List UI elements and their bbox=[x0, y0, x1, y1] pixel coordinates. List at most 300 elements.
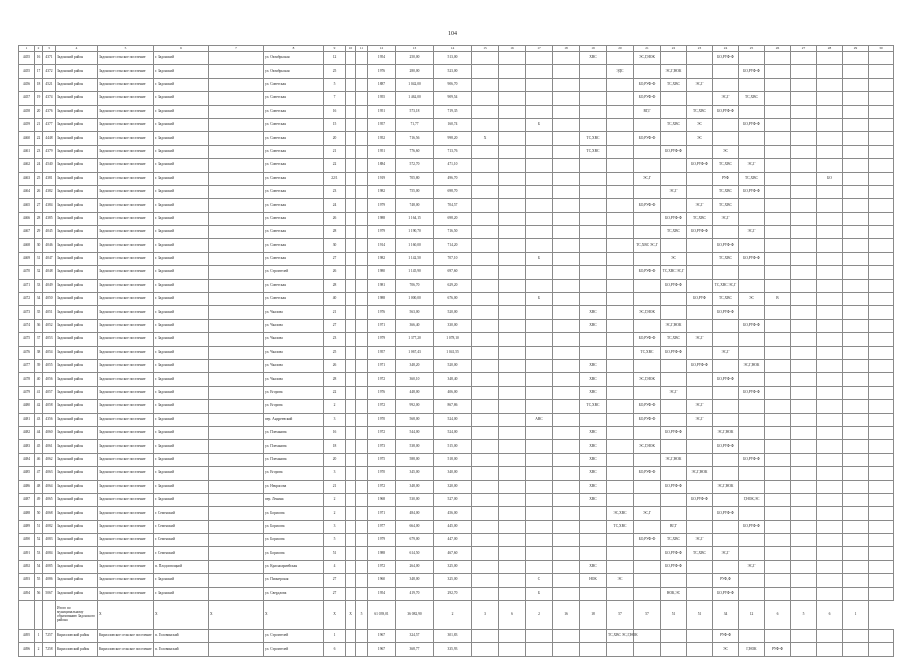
table-cell: г. Задонский bbox=[154, 480, 209, 493]
table-cell: ул. Октябрьская bbox=[264, 65, 324, 78]
table-cell: Задонское сельское поселение bbox=[98, 172, 154, 185]
table-cell bbox=[553, 346, 580, 359]
table-cell: 1970 bbox=[368, 467, 396, 480]
table-cell: 1980 bbox=[368, 266, 396, 279]
table-cell: 1954 bbox=[368, 587, 396, 600]
table-cell: 4488 bbox=[19, 507, 35, 520]
table-cell bbox=[765, 453, 791, 466]
table-cell bbox=[817, 574, 843, 587]
table-cell: БО,РУФ-Ф bbox=[713, 373, 739, 386]
table-cell bbox=[607, 560, 634, 573]
table-cell bbox=[472, 453, 499, 466]
table-cell bbox=[869, 534, 894, 547]
table-cell bbox=[843, 185, 869, 198]
table-cell: 1968 bbox=[368, 493, 396, 506]
table-cell: г. Задонский bbox=[154, 319, 209, 332]
table-cell: 27 bbox=[35, 199, 43, 212]
table-cell: 867,86 bbox=[434, 400, 472, 413]
table-cell: 4456 bbox=[19, 78, 35, 91]
table-cell bbox=[739, 239, 765, 252]
table-cell: Задонский район bbox=[56, 359, 98, 372]
table-cell bbox=[661, 413, 687, 426]
table-cell: Задонское сельское поселение bbox=[98, 145, 154, 158]
table-cell: 28 bbox=[324, 226, 346, 239]
table-cell: 1960 bbox=[368, 574, 396, 587]
table-cell: БО,РУФ-Ф bbox=[634, 92, 661, 105]
table-cell bbox=[843, 266, 869, 279]
table-row bbox=[19, 239, 894, 252]
table-cell bbox=[472, 212, 499, 225]
table-cell bbox=[791, 92, 817, 105]
page-number: 104 bbox=[448, 31, 457, 37]
table-cell bbox=[580, 159, 607, 172]
table-cell: АВС bbox=[526, 413, 553, 426]
table-cell: 21 bbox=[324, 306, 346, 319]
table-cell: 25 bbox=[739, 46, 765, 52]
table-cell bbox=[817, 359, 843, 372]
table-cell: 21 bbox=[35, 118, 43, 131]
table-cell bbox=[765, 52, 791, 65]
table-cell bbox=[687, 520, 713, 533]
table-cell bbox=[869, 65, 894, 78]
table-cell: 679,00 bbox=[396, 534, 434, 547]
table-cell bbox=[869, 440, 894, 453]
table-cell bbox=[472, 630, 499, 643]
table-cell: 1 462,00 bbox=[396, 92, 434, 105]
table-cell: 698,20 bbox=[434, 212, 472, 225]
table-cell: ТС,ХВС bbox=[713, 252, 739, 265]
table-cell bbox=[356, 132, 368, 145]
table-cell bbox=[791, 226, 817, 239]
table-cell: БО,РУФ-Ф bbox=[661, 480, 687, 493]
table-cell bbox=[607, 587, 634, 600]
table-cell: НОК,ЭС bbox=[661, 587, 687, 600]
table-cell: Задонский район bbox=[56, 239, 98, 252]
table-cell bbox=[765, 493, 791, 506]
table-cell: ул. Пионерская bbox=[264, 574, 324, 587]
table-cell: ТС,ХВС bbox=[580, 400, 607, 413]
table-cell: ЭС bbox=[687, 118, 713, 131]
table-cell bbox=[869, 373, 894, 386]
table-cell: 4494 bbox=[19, 587, 35, 600]
table-cell: 23 bbox=[687, 46, 713, 52]
table-cell: 6 bbox=[817, 601, 843, 630]
table-cell bbox=[791, 346, 817, 359]
table-cell bbox=[607, 199, 634, 212]
table-cell bbox=[356, 239, 368, 252]
table-cell: Задонский район bbox=[56, 172, 98, 185]
table-cell: 1972 bbox=[368, 426, 396, 439]
table-cell: ТС,ХВС ЭС,Г bbox=[713, 279, 739, 292]
table-cell bbox=[209, 400, 264, 413]
table-cell: 21 bbox=[324, 480, 346, 493]
table-cell bbox=[356, 306, 368, 319]
table-cell: 588,00 bbox=[396, 453, 434, 466]
table-cell bbox=[869, 587, 894, 600]
table-cell bbox=[869, 212, 894, 225]
table-cell: 456,00 bbox=[434, 507, 472, 520]
table-cell bbox=[661, 493, 687, 506]
table-cell: 716,56 bbox=[396, 132, 434, 145]
table-cell bbox=[869, 480, 894, 493]
table-cell bbox=[209, 159, 264, 172]
table-cell: 348,40 bbox=[434, 373, 472, 386]
table-cell: 538,00 bbox=[396, 440, 434, 453]
table-cell bbox=[607, 118, 634, 131]
table-cell bbox=[499, 453, 526, 466]
table-cell bbox=[526, 65, 553, 78]
table-cell: г. Задонский bbox=[154, 78, 209, 91]
table-cell bbox=[843, 145, 869, 158]
table-cell bbox=[356, 373, 368, 386]
table-cell bbox=[765, 359, 791, 372]
table-cell: Б bbox=[526, 587, 553, 600]
table-cell: 467,60 bbox=[434, 547, 472, 560]
table-cell: 419,70 bbox=[396, 587, 434, 600]
table-cell bbox=[739, 78, 765, 91]
table-cell bbox=[553, 520, 580, 533]
table-cell: 1979 bbox=[368, 333, 396, 346]
table-cell: 51 bbox=[324, 547, 346, 560]
table-cell: 13 bbox=[396, 46, 434, 52]
table-cell: Задонский район bbox=[56, 118, 98, 131]
table-cell: 1971 bbox=[368, 507, 396, 520]
table-cell bbox=[817, 507, 843, 520]
table-cell bbox=[713, 118, 739, 131]
table-cell bbox=[791, 480, 817, 493]
table-cell: 53 bbox=[35, 547, 43, 560]
table-cell: 1 bbox=[843, 601, 869, 630]
table-cell bbox=[209, 333, 264, 346]
table-cell: РУФ-Ф bbox=[713, 630, 739, 643]
table-cell: 29 bbox=[35, 226, 43, 239]
table-cell bbox=[346, 453, 356, 466]
table-cell bbox=[791, 630, 817, 643]
table-cell: 34 bbox=[713, 601, 739, 630]
table-cell bbox=[526, 643, 553, 656]
table-cell bbox=[765, 252, 791, 265]
table-cell bbox=[791, 520, 817, 533]
table-cell: 368,77 bbox=[396, 643, 434, 656]
table-cell: 6 bbox=[499, 601, 526, 630]
table-cell: 4459 bbox=[19, 118, 35, 131]
table-cell bbox=[661, 199, 687, 212]
table-cell bbox=[209, 643, 264, 656]
table-cell: 4084 bbox=[43, 547, 56, 560]
table-cell: РУФ,Ф bbox=[713, 574, 739, 587]
table-row bbox=[19, 630, 894, 643]
table-cell: 335,93 bbox=[434, 643, 472, 656]
table-cell bbox=[35, 601, 43, 630]
table-cell: 17 bbox=[35, 65, 43, 78]
table-cell: 38 bbox=[35, 346, 43, 359]
table-cell: 1976 bbox=[368, 65, 396, 78]
table-cell bbox=[356, 400, 368, 413]
table-cell bbox=[356, 52, 368, 65]
table-cell bbox=[356, 426, 368, 439]
table-cell bbox=[661, 467, 687, 480]
table-cell: 4482 bbox=[19, 426, 35, 439]
table-cell: 348,00 bbox=[396, 574, 434, 587]
table-cell bbox=[356, 333, 368, 346]
table-cell: 46 bbox=[35, 453, 43, 466]
table-cell bbox=[553, 440, 580, 453]
table-row bbox=[19, 145, 894, 158]
table-cell bbox=[209, 440, 264, 453]
table-cell: ХВС bbox=[580, 467, 607, 480]
table-cell bbox=[472, 440, 499, 453]
table-cell: 4489 bbox=[19, 520, 35, 533]
table-cell: БО,РУФ-Ф bbox=[739, 386, 765, 399]
table-cell: Задонский район bbox=[56, 159, 98, 172]
table-cell: ул. Красноармейская bbox=[264, 560, 324, 573]
table-cell bbox=[869, 172, 894, 185]
table-cell bbox=[739, 440, 765, 453]
table-cell bbox=[499, 279, 526, 292]
table-cell: пер. Андреевский bbox=[264, 413, 324, 426]
table-cell bbox=[499, 574, 526, 587]
table-cell bbox=[817, 426, 843, 439]
table-cell: Задонский район bbox=[56, 226, 98, 239]
table-cell bbox=[817, 467, 843, 480]
table-cell: 4468 bbox=[19, 239, 35, 252]
table-cell bbox=[526, 92, 553, 105]
table-cell: ЭС,ХВС bbox=[607, 507, 634, 520]
table-cell: 36 082,90 bbox=[396, 601, 434, 630]
table-cell bbox=[553, 159, 580, 172]
table-cell: 4356 bbox=[43, 413, 56, 426]
table-cell bbox=[817, 306, 843, 319]
table-row bbox=[19, 520, 894, 533]
table-cell bbox=[499, 185, 526, 198]
table-cell bbox=[817, 480, 843, 493]
table-cell bbox=[346, 266, 356, 279]
table-cell bbox=[791, 587, 817, 600]
table-cell bbox=[526, 306, 553, 319]
table-row bbox=[19, 507, 894, 520]
table-cell bbox=[765, 319, 791, 332]
table-cell: 4064 bbox=[43, 480, 56, 493]
table-cell: 4050 bbox=[43, 293, 56, 306]
table-cell: г. Семенский bbox=[154, 534, 209, 547]
table-cell bbox=[356, 226, 368, 239]
table-cell: 55 bbox=[35, 574, 43, 587]
table-cell: ЭС,Г,НОК bbox=[687, 467, 713, 480]
table-cell: 664,00 bbox=[396, 520, 434, 533]
table-cell: Х bbox=[346, 601, 356, 630]
table-cell bbox=[869, 560, 894, 573]
table-cell: 448,00 bbox=[396, 386, 434, 399]
table-cell bbox=[356, 440, 368, 453]
table-cell: Задонский район bbox=[56, 467, 98, 480]
table-cell bbox=[607, 266, 634, 279]
table-cell: 4475 bbox=[19, 333, 35, 346]
table-cell bbox=[472, 239, 499, 252]
table-cell bbox=[499, 159, 526, 172]
table-cell bbox=[869, 467, 894, 480]
table-cell bbox=[580, 346, 607, 359]
table-cell: 4491 bbox=[19, 547, 35, 560]
table-cell bbox=[713, 467, 739, 480]
table-cell: Задонское сельское поселение bbox=[98, 534, 154, 547]
table-cell bbox=[634, 453, 661, 466]
table-cell bbox=[346, 252, 356, 265]
table-cell: 4052 bbox=[43, 319, 56, 332]
table-cell bbox=[526, 630, 553, 643]
table-cell bbox=[472, 92, 499, 105]
table-cell: 1972 bbox=[368, 400, 396, 413]
table-row bbox=[19, 252, 894, 265]
table-cell bbox=[499, 132, 526, 145]
table-cell: 320,00 bbox=[434, 480, 472, 493]
table-cell: 484,00 bbox=[396, 507, 434, 520]
table-cell bbox=[843, 226, 869, 239]
table-total-row bbox=[19, 601, 894, 630]
table-cell bbox=[843, 132, 869, 145]
table-cell bbox=[634, 212, 661, 225]
table-row bbox=[19, 132, 894, 145]
table-cell: ул. Чкалова bbox=[264, 319, 324, 332]
table-cell: Задонское сельское поселение bbox=[98, 333, 154, 346]
table-cell: Задонский район bbox=[56, 560, 98, 573]
table-cell bbox=[356, 480, 368, 493]
table-cell: 4062 bbox=[43, 453, 56, 466]
table-cell: ХВС bbox=[580, 52, 607, 65]
table-cell bbox=[687, 279, 713, 292]
table-cell: ТС,ХВС bbox=[739, 172, 765, 185]
table-row bbox=[19, 467, 894, 480]
table-cell: ЭС,Г,НОК bbox=[634, 306, 661, 319]
table-cell: Задонский район bbox=[56, 453, 98, 466]
table-cell bbox=[499, 105, 526, 118]
table-cell: ТС,ХВС bbox=[661, 78, 687, 91]
table-cell: 7 bbox=[209, 46, 264, 52]
table-cell bbox=[687, 252, 713, 265]
table-cell bbox=[817, 226, 843, 239]
table-cell bbox=[791, 467, 817, 480]
table-cell: БО,РУФ-Ф bbox=[687, 226, 713, 239]
table-cell: Задонское сельское поселение bbox=[98, 239, 154, 252]
table-cell bbox=[346, 373, 356, 386]
table-cell: г. Задонский bbox=[154, 400, 209, 413]
table-cell bbox=[356, 65, 368, 78]
table-cell bbox=[661, 159, 687, 172]
table-cell: ЭС bbox=[687, 132, 713, 145]
table-cell bbox=[346, 333, 356, 346]
table-cell bbox=[209, 239, 264, 252]
table-cell: п. Головинский bbox=[154, 643, 209, 656]
table-cell bbox=[869, 346, 894, 359]
table-cell bbox=[791, 65, 817, 78]
table-cell: БО,РУФ-Ф bbox=[713, 239, 739, 252]
table-cell bbox=[209, 65, 264, 78]
table-cell bbox=[356, 574, 368, 587]
table-cell: 1988 bbox=[368, 293, 396, 306]
table-cell bbox=[346, 145, 356, 158]
table-cell bbox=[346, 534, 356, 547]
table-cell bbox=[843, 92, 869, 105]
table-cell bbox=[791, 145, 817, 158]
table-cell bbox=[553, 493, 580, 506]
table-cell bbox=[791, 413, 817, 426]
table-cell bbox=[817, 630, 843, 643]
table-cell: Задонское сельское поселение bbox=[98, 507, 154, 520]
table-cell bbox=[817, 252, 843, 265]
table-cell: С bbox=[526, 574, 553, 587]
table-cell bbox=[661, 293, 687, 306]
table-cell bbox=[765, 507, 791, 520]
table-cell bbox=[843, 386, 869, 399]
table-cell bbox=[765, 630, 791, 643]
table-cell: ул. Советская bbox=[264, 78, 324, 91]
table-cell bbox=[843, 212, 869, 225]
table-cell bbox=[499, 467, 526, 480]
table-cell: ул. Плеханова bbox=[264, 453, 324, 466]
table-cell bbox=[843, 467, 869, 480]
table-cell: Задонский район bbox=[56, 279, 98, 292]
table-cell bbox=[472, 643, 499, 656]
table-cell: 4483 bbox=[19, 440, 35, 453]
table-cell bbox=[356, 145, 368, 158]
table-cell bbox=[553, 78, 580, 91]
table-cell bbox=[607, 226, 634, 239]
table-cell bbox=[765, 279, 791, 292]
table-cell: Х bbox=[209, 601, 264, 630]
table-cell bbox=[739, 306, 765, 319]
table-cell bbox=[791, 132, 817, 145]
table-cell bbox=[526, 386, 553, 399]
table-cell bbox=[356, 467, 368, 480]
table-cell: ТС,ХВС bbox=[713, 185, 739, 198]
table-cell: г. Задонский bbox=[154, 226, 209, 239]
table-cell: г. Задонский bbox=[154, 52, 209, 65]
table-cell bbox=[765, 520, 791, 533]
table-cell bbox=[791, 185, 817, 198]
table-cell bbox=[472, 118, 499, 131]
table-cell: 32 bbox=[35, 266, 43, 279]
table-cell: БО,РУФ-Ф bbox=[634, 467, 661, 480]
table-cell: 345,00 bbox=[396, 467, 434, 480]
table-cell: 56 bbox=[35, 587, 43, 600]
table-cell: 264,00 bbox=[396, 560, 434, 573]
table-cell: 1977 bbox=[368, 520, 396, 533]
table-cell bbox=[869, 359, 894, 372]
table-cell bbox=[634, 520, 661, 533]
table-cell bbox=[346, 118, 356, 131]
table-cell bbox=[869, 239, 894, 252]
table-cell: 27 bbox=[324, 574, 346, 587]
table-cell bbox=[607, 239, 634, 252]
table-cell bbox=[580, 78, 607, 91]
table-cell: 4082 bbox=[43, 520, 56, 533]
table-cell bbox=[553, 480, 580, 493]
table-cell bbox=[499, 587, 526, 600]
table-cell bbox=[713, 65, 739, 78]
table-cell: БО,РУФ-Ф bbox=[713, 507, 739, 520]
table-cell: г. Задонский bbox=[154, 118, 209, 131]
table-cell: 4474 bbox=[19, 319, 35, 332]
table-cell: ул. Строителей bbox=[264, 630, 324, 643]
table-cell: Задонский район bbox=[56, 132, 98, 145]
table-cell: ЭС,Г bbox=[739, 159, 765, 172]
table-cell bbox=[43, 601, 56, 630]
table-cell: 26 bbox=[324, 266, 346, 279]
table-cell bbox=[356, 413, 368, 426]
table-cell: ул. Советская bbox=[264, 105, 324, 118]
table-cell: БО,РУФ-Ф bbox=[661, 560, 687, 573]
table-cell bbox=[553, 266, 580, 279]
table-cell: 2 bbox=[324, 493, 346, 506]
